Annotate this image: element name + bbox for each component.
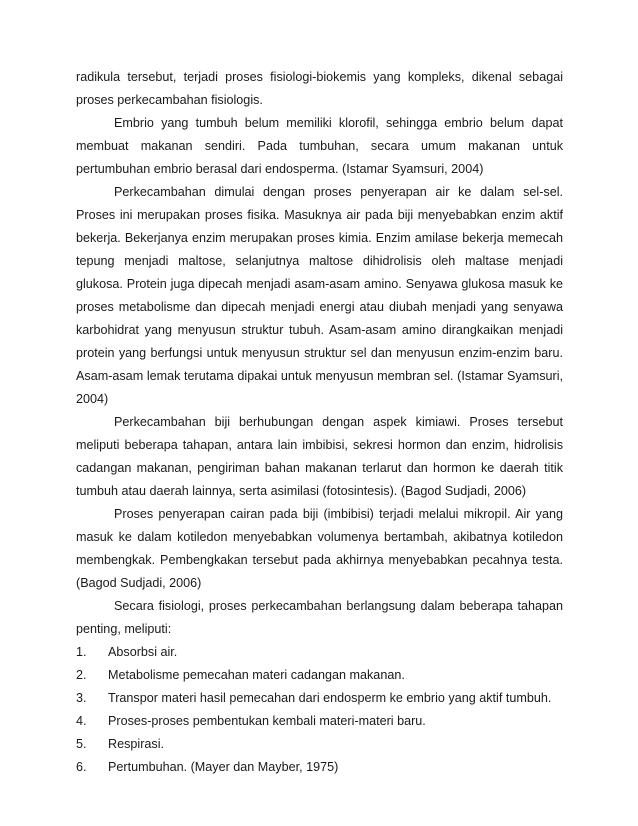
stages-list [76,641,563,779]
list-item [76,641,563,664]
list-item [76,710,563,733]
list-item [76,733,563,756]
list-item-number: 3. [76,691,87,705]
paragraph-tahapan-intro: Secara fisiologi, proses perkecambahan berlangsung dalam beberapa tahapan penting, meliputi: [76,599,563,636]
list-item-text: Absorbsi air. [108,645,178,659]
list-item [76,687,563,710]
list-item [76,756,563,779]
list-item-number: 1. [76,645,87,659]
list-item-number: 5. [76,737,87,751]
list-item-text: Pertumbuhan. (Mayer dan Mayber, 1975) [108,760,339,774]
paragraph-embrio: Embrio yang tumbuh belum memiliki klorofil, sehingga embrio belum dapat membuat makanan sendiri. Pada tumbuhan, secara umum makanan untuk pertumbuhan embrio berasal dari endosperma. (Istamar Syamsuri, 2004) [76,116,563,176]
paragraph-imbibisi: Proses penyerapan cairan pada biji (imbibisi) terjadi melalui mikropil. Air yang masuk ke dalam kotiledon menyebabkan volumenya bertambah, akibatnya kotiledon membengkak. Pembengkakan tersebut pada akhirnya menyebabkan pecahnya testa. (Bagod Sudjadi, 2006) [76,507,563,590]
paragraph-aspek-kimiawi: Perkecambahan biji berhubungan dengan aspek kimiawi. Proses tersebut meliputi beberapa tahapan, antara lain imbibisi, sekresi hormon dan enzim, hidrolisis cadangan makanan, pengiriman bahan makanan terlarut dan hormon ke daerah titik tumbuh atau daerah lainnya, serta asimilasi (fotosintesis). (Bagod Sudjadi, 2006) [76,415,563,498]
list-item-number: 4. [76,714,87,728]
list-item-number: 2. [76,668,87,682]
document-page [76,66,563,779]
list-item-text: Metabolisme pemecahan materi cadangan makanan. [108,668,405,682]
list-item-text: Proses-proses pembentukan kembali materi-materi baru. [108,714,426,728]
list-item [76,664,563,687]
list-item-text: Respirasi. [108,737,164,751]
list-item-text: Transpor materi hasil pemecahan dari endosperm ke embrio yang aktif tumbuh. [108,691,552,705]
list-item-number: 6. [76,760,87,774]
paragraph-continuation: radikula tersebut, terjadi proses fisiologi-biokemis yang kompleks, dikenal sebagai proses perkecambahan fisiologis. [76,70,563,107]
paragraph-perkecambahan-dimulai: Perkecambahan dimulai dengan proses penyerapan air ke dalam sel-sel. Proses ini merupakan proses fisika. Masuknya air pada biji menyebabkan enzim aktif bekerja. Bekerjanya enzim merupakan proses kimia. Enzim amilase bekerja memecah tepung menjadi maltose, selanjutnya maltose dihidrolisis oleh maltase menjadi glukosa. Protein juga dipecah menjadi asam-asam amino. Senyawa glukosa masuk ke proses metabolisme dan dipecah menjadi energi atau diubah menjadi yang senyawa karbohidrat yang menyusun struktur tubuh. Asam-asam amino dirangkaikan menjadi protein yang berfungsi untuk menyusun struktur sel dan menyusun enzim-enzim baru. Asam-asam lemak terutama dipakai untuk menyusun membran sel. (Istamar Syamsuri, 2004) [76,185,563,406]
